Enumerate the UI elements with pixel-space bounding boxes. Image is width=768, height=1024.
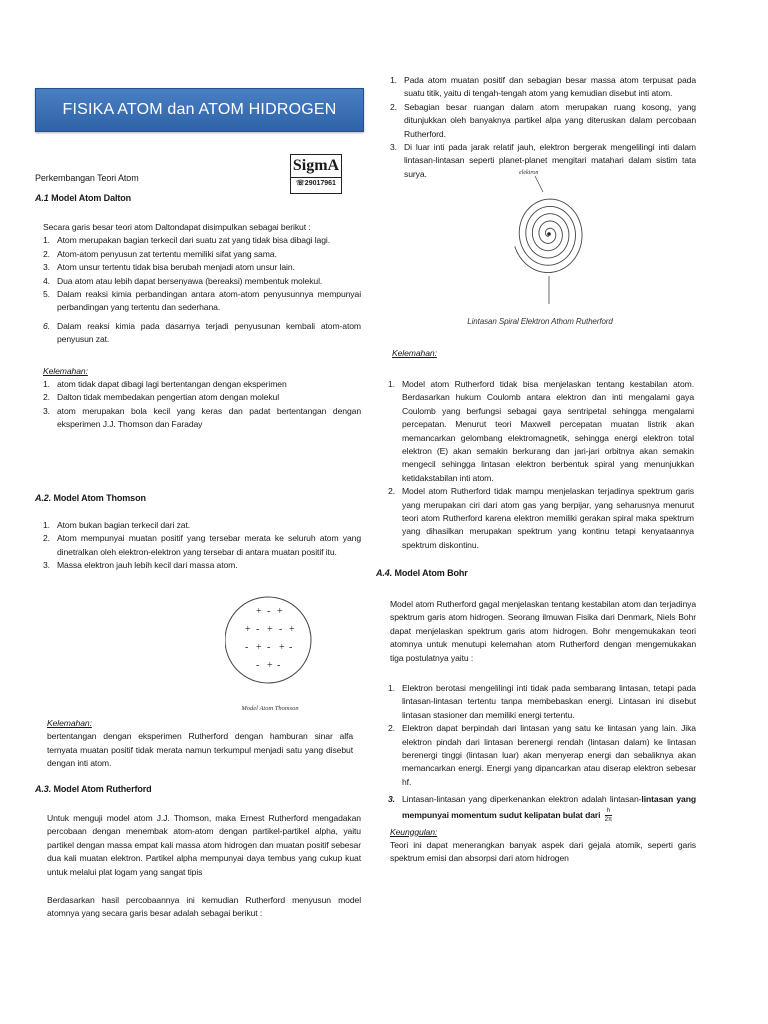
rutherford-heading: A.3. Model Atom Rutherford [35,784,152,794]
thomson-list-block [43,519,361,573]
svg-text:-: - [256,660,260,671]
svg-text:+: + [277,606,283,617]
list-item: 3. Di luar inti pada jarak relatif jauh, elektron bergerak mengelilingi inti dalam lintasan-lintasan seperti planet-planet mengitari matahari dalam sistim tata surya. [390,142,696,179]
list-item: 3. Atom unsur tertentu tidak bisa berubah menjadi atom unsur lain. [43,262,295,273]
list-item: 1. atom tidak dapat dibagi lagi bertentangan dengan eksperimen [43,379,287,390]
svg-text:-: - [277,660,281,671]
list-item: 2. Dalton tidak membedakan pengertian atom dengan molekul [43,392,279,403]
svg-text:+: + [256,642,262,653]
left-column-header [35,172,285,206]
list-item: 2. Model atom Rutherford tidak mampu menjelaskan terjadinya spektrum garis yang merupakan ciri dari atom gas yang berpijar, yang seharusnya menurut teori atom Rutherford karena elektron memiliki gerakan spiral maka spektrum yang dihasilkan merupakan spektrum yang kontinu tetapi kenyataannya spektrum diskontinu. [388,486,694,550]
svg-text:-: - [256,624,260,635]
page-title: FISIKA ATOM dan ATOM HIDROGEN [62,101,337,118]
rutherford-weak-label: Kelemahan: [392,348,437,358]
list-item: 3. Massa elektron jauh lebih kecil dari massa atom. [43,560,238,571]
bohr-list [388,682,696,824]
svg-text:+: + [245,624,251,635]
svg-text:-: - [279,624,283,635]
thomson-weakness [47,717,353,771]
sigma-logo [290,154,342,194]
thomson-fig-caption: Model Atom Thomson [241,705,299,712]
logo-sub: ☏29017961 [291,177,341,190]
rutherford-para-2: Berdasarkan hasil percobaannya ini kemudian Rutherford menyusun model atomnya yang secara garis besar adalah sebagai berikut : [47,895,361,919]
dalton-section [43,221,361,432]
list-item: 3. atom merupakan bola kecil yang keras dan padat bertentangan dengan eksperimen J.J. Thomson dan Faraday [43,405,361,430]
svg-text:-: - [245,642,249,653]
list-item: 1. Pada atom muatan positif dan sebagian besar massa atom terpusat pada suatu titik, yaitu di tengah-tengah atom yang kemudian disebut inti atom. [390,75,696,99]
list-item: 2. Atom-atom penyusun zat tertentu memiliki sifat yang sama. [43,248,277,259]
list-item: 1. Atom merupakan bagian terkecil dari suatu zat yang tidak bisa dibagi lagi. [43,235,331,246]
list-item: 2. Elektron dapat berpindah dari lintasan yang satu ke lintasan yang lain. Jika elektron pindah dari lintasan berenergi rendah (lintasan dalam) ke lintasan berenergi tinggi (lintasan luar) akan menyerap energi dan sebaliknya akan memancarkan energi. Energi yang dipancarkan atau diserap elektron sebesar hf. [388,723,696,787]
svg-text:-: - [289,642,293,653]
spiral-fig-caption: Lintasan Spiral Elektron Athom Rutherford [467,317,613,326]
svg-text:+: + [267,624,273,635]
list-item: 2. Sebagian besar ruangan dalam atom merupakan ruang kosong, yang ditunjukkan oleh banyaknya partikel alpa yang diteruskan dalam percobaan Rutherford. [390,101,696,139]
dalton-intro: Secara garis besar teori atom Daltondapat disimpulkan sebagai berikut : [43,222,311,232]
svg-text:+: + [279,642,285,653]
list-item: 4. Dua atom atau lebih dapat bersenyawa (bereaksi) membentuk molekul. [43,275,323,286]
dalton-weak-list [43,378,361,432]
bohr-intro [390,598,696,665]
dalton-list [43,234,361,346]
rutherford-weak-list [388,378,694,552]
dalton-heading: A.1 Model Atom Dalton [35,193,132,204]
rutherford-intro [47,812,361,921]
nucleus [547,232,551,236]
list-item: 1. Elektron berotasi mengelilingi inti tidak pada sembarang lintasan, tetapi pada lintasan-lintasan tertentu tanpa membebaskan energi. Lintasan ini disebut lintasan stasioner dan memiliki energi tertentu. [388,683,696,720]
rutherford-weakness [390,347,696,360]
bohr-postulates [388,682,696,866]
list-item: 5. Dalam reaksi kimia perbandingan antara atom-atom penyusunnya mempunyai perbandingan yang tertentu dan sederhana. [43,289,361,313]
h-over-2pi: $\frac{h}{2\pi}$ [604,807,613,823]
thomson-list [43,519,361,573]
thomson-model-figure [225,590,315,720]
list-item: 1. Model atom Rutherford tidak bisa menjelaskan tentang kestabilan atom. Berdasarkan hukum Coulomb antara elektron dan inti mengalami gaya Coulomb yang berfungsi sebagai gaya sentripetal sehingga mengalami percepatan. Menurut teori Maxwell percepatan muatan listrik akan memancarkan gelombang elektromagnetik, sehingga energi elektron total elektron (E) akan semakin berkurang dan jari-jari orbitnya akan semakin mengecil sehingga lintasan elektron berbentuk spiral yang menunjukkan ketidakstabilan inti atom. [388,379,694,483]
bohr-intro-text: Model atom Rutherford gagal menjelaskan tentang kestabilan atom dan terjadinya spektrum garis atom hidrogen. Seorang ilmuwan Fisika dari Denmark, Niels Bohr dapat menjelaskan spektrum garis atom hidrogen. Bohr mengemukakan teori atomnya untuk menutupi kelemahan atom Rutherford dengan mengemukakan tiga postulatnya yaitu : [390,599,696,663]
svg-text:-: - [267,642,271,653]
rutherford-spiral-figure [505,164,595,314]
svg-text:-: - [267,606,271,617]
thomson-weak-label: Kelemahan: [47,718,92,728]
list-item: 3. Lintasan-lintasan yang diperkenankan elektron adalah lintasan-lintasan yang mempunyai momentum sudut kelipatan bulat dari $\frac{h}{2\pi}$ [388,794,697,823]
svg-text:+: + [267,660,273,671]
svg-text:+: + [256,606,262,617]
list-item: 1. Atom bukan bagian terkecil dari zat. [43,520,191,530]
title-banner [35,88,364,132]
dalton-weak-label: Kelemahan: [43,365,88,376]
svg-text:+: + [289,624,295,635]
electron-spiral [515,199,582,272]
bohr-adv-label: Keunggulan: [390,826,438,837]
bohr-adv-text: Teori ini dapat menerangkan banyak aspek dari gejala atomik, seperti garis spektrum emisi dan absorpsi dari atom hidrogen [390,840,696,864]
list-item: 6. Dalam reaksi kimia pada dasarnya terjadi penyusunan kembali atom-atom penyusun zat. [43,320,361,345]
thomson-weak-text: bertentangan dengan eksperimen Rutherford dengan hamburan sinar alfa ternyata muatan positif tidak merata namun terkumpul menjadi satu yang disebut dengan inti atom. [47,731,353,769]
electron-label: elektron [519,170,539,176]
list-item: 2. Atom mempunyai muatan positif yang tersebar merata ke seluruh atom yang dinetralkan oleh elektron-elektron yang tersebar di antara muatan positif itu. [43,533,361,557]
rutherford-para-1: Untuk menguji model atom J.J. Thomson, maka Ernest Rutherford mengadakan percobaan dengan menembak atom-atom dengan partikel-partikel alpha, yaitu partikel dengan massa empat kali massa atom hidrogen dan muatan positif sebesar dua kali muatan elektron. Partikel alpha mempunyai daya tembus yang cukup kuat untuk melalui plat logam yang sangat tipis [47,813,361,877]
electron-pointer [535,176,543,192]
bohr-heading: A.4. Model Atom Bohr [376,568,468,578]
thomson-heading: A.2. Model Atom Thomson [35,493,146,503]
rutherford-weak-block [388,378,694,552]
logo-text: SigmA [292,157,340,174]
section-title: Perkembangan Teori Atom [35,173,139,183]
